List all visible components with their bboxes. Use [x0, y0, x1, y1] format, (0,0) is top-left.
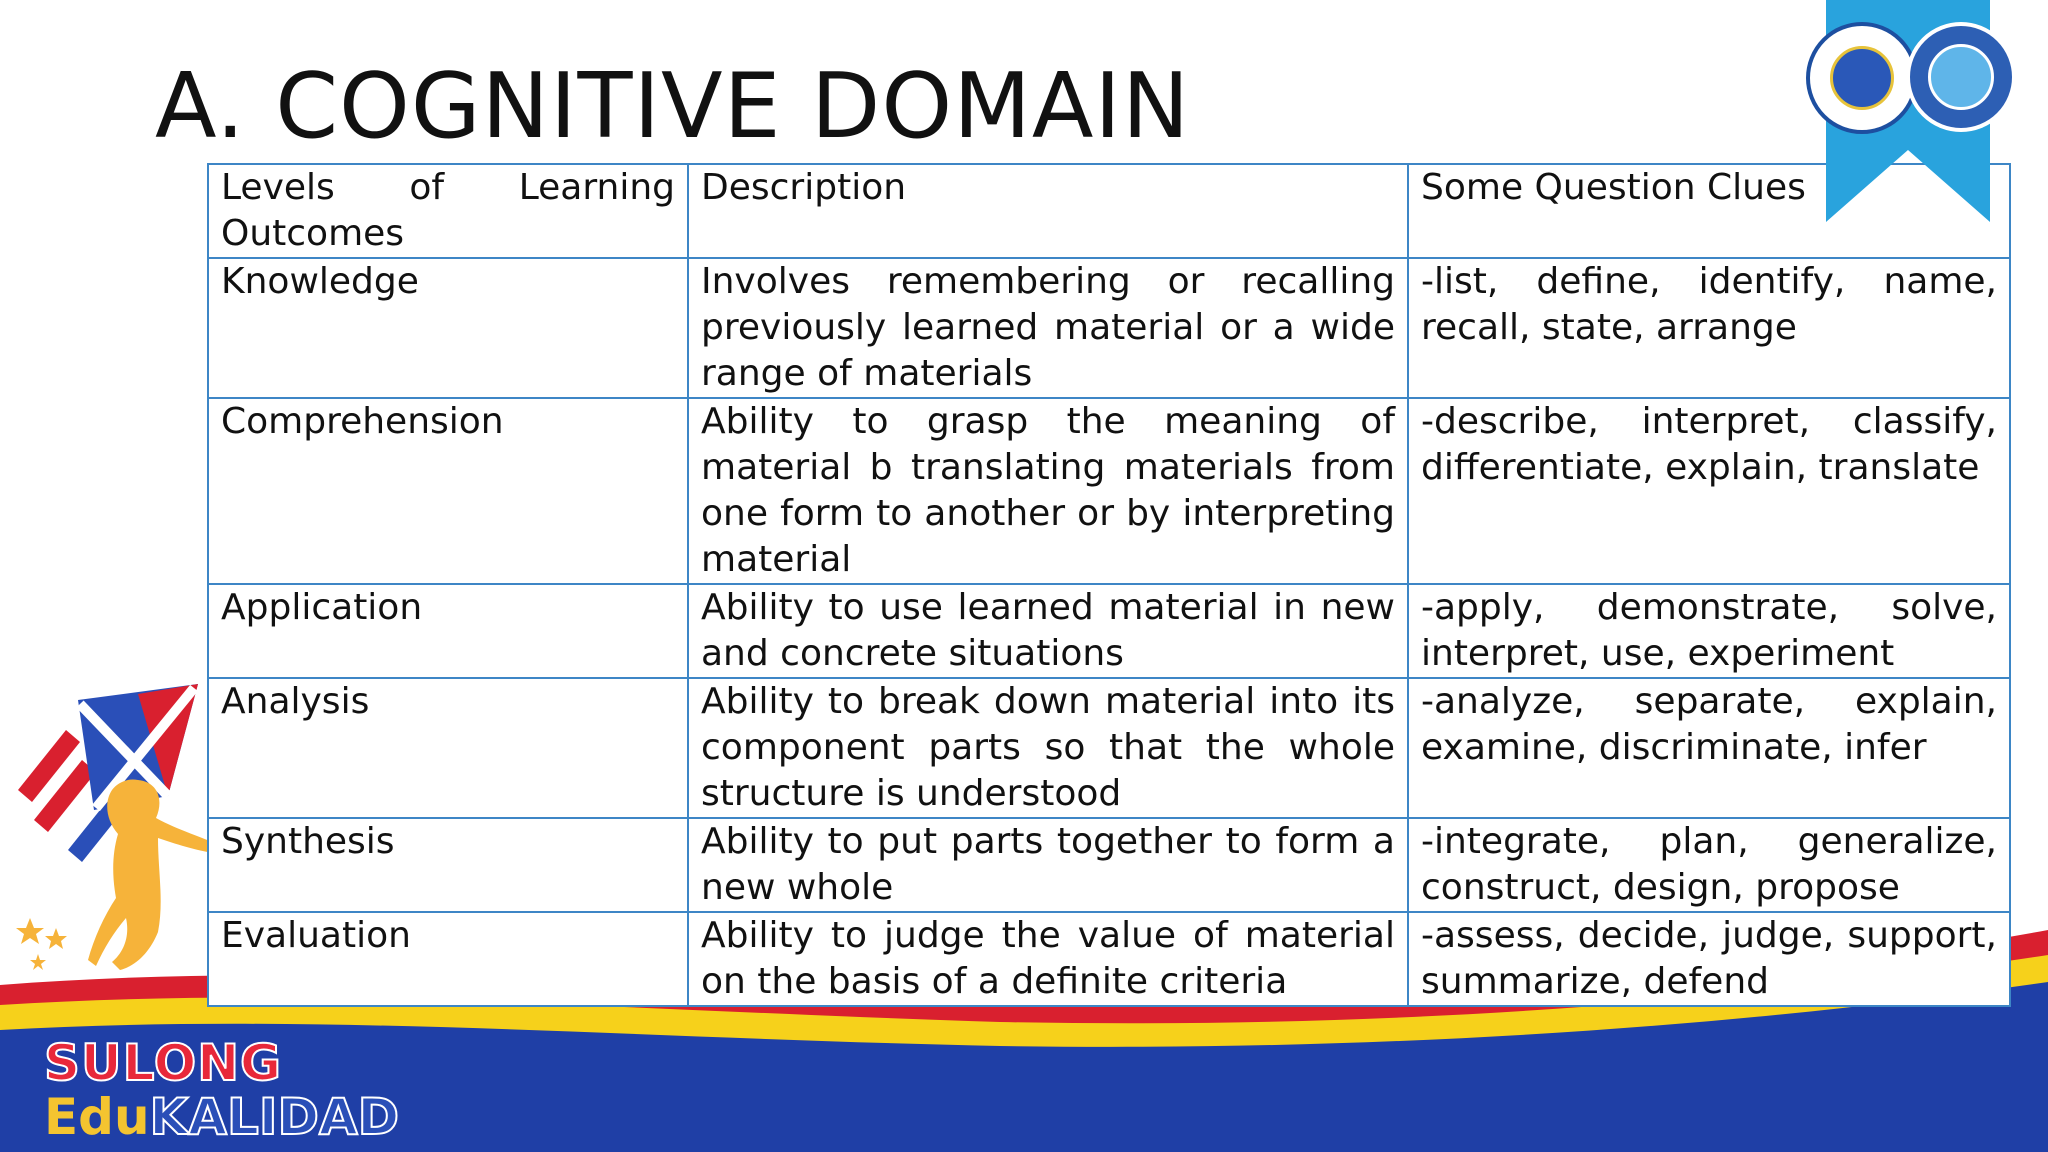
star-1: [16, 918, 44, 944]
header-cell-levels: Levels of Learning Outcomes: [208, 164, 688, 258]
description-cell: Ability to put parts together to form a new whole: [688, 818, 1408, 912]
description-cell: Ability to use learned material in new and concrete situations: [688, 584, 1408, 678]
clues-cell: -describe, interpret, classify, differentiate, explain, translate: [1408, 398, 2010, 584]
clues-cell: -integrate, plan, generalize, construct, design, propose: [1408, 818, 2010, 912]
level-cell: Comprehension: [208, 398, 688, 584]
star-3: [30, 954, 46, 970]
table-row: [208, 398, 2010, 584]
girl-figure: [88, 779, 222, 970]
description-cell: Involves remembering or recalling previously learned material or a wide range of materials: [688, 258, 1408, 398]
table-row: [208, 258, 2010, 398]
clues-cell: -apply, demonstrate, solve, interpret, use, experiment: [1408, 584, 2010, 678]
level-cell: Knowledge: [208, 258, 688, 398]
header-cell-question-clues: Some Question Clues: [1408, 164, 2010, 258]
level-cell: Synthesis: [208, 818, 688, 912]
table-row: [208, 584, 2010, 678]
description-cell: Ability to grasp the meaning of material b translating materials from one form to another or by interpreting material: [688, 398, 1408, 584]
logo-kalidad: KALIDAD: [149, 1088, 400, 1146]
table-row: [208, 912, 2010, 1006]
description-cell: Ability to break down material into its component parts so that the whole structure is understood: [688, 678, 1408, 818]
table-row: [208, 678, 2010, 818]
table-header-row: [208, 164, 2010, 258]
level-cell: Analysis: [208, 678, 688, 818]
description-cell: Ability to judge the value of material on the basis of a definite criteria: [688, 912, 1408, 1006]
clues-cell: -analyze, separate, explain, examine, discriminate, infer: [1408, 678, 2010, 818]
level-cell: Evaluation: [208, 912, 688, 1006]
header-cell-description: Description: [688, 164, 1408, 258]
logo-edu: Edu: [44, 1088, 150, 1146]
kite-girl-illustration-icon: [8, 670, 238, 980]
cognitive-domain-table: [207, 163, 2011, 1007]
division-seal-icon: [1906, 22, 2016, 132]
star-2: [45, 928, 67, 949]
logo-line-edukalidad: [44, 1090, 399, 1144]
level-cell: Application: [208, 584, 688, 678]
deped-seal-icon: [1806, 22, 1918, 134]
clues-cell: -list, define, identify, name, recall, state, arrange: [1408, 258, 2010, 398]
clues-cell: -assess, decide, judge, support, summarize, defend: [1408, 912, 2010, 1006]
table-row: [208, 818, 2010, 912]
logo-line-sulong: SULONG: [44, 1034, 283, 1092]
page-title: A. COGNITIVE DOMAIN: [155, 54, 1191, 159]
sulong-edukalidad-logo: [44, 1036, 399, 1144]
